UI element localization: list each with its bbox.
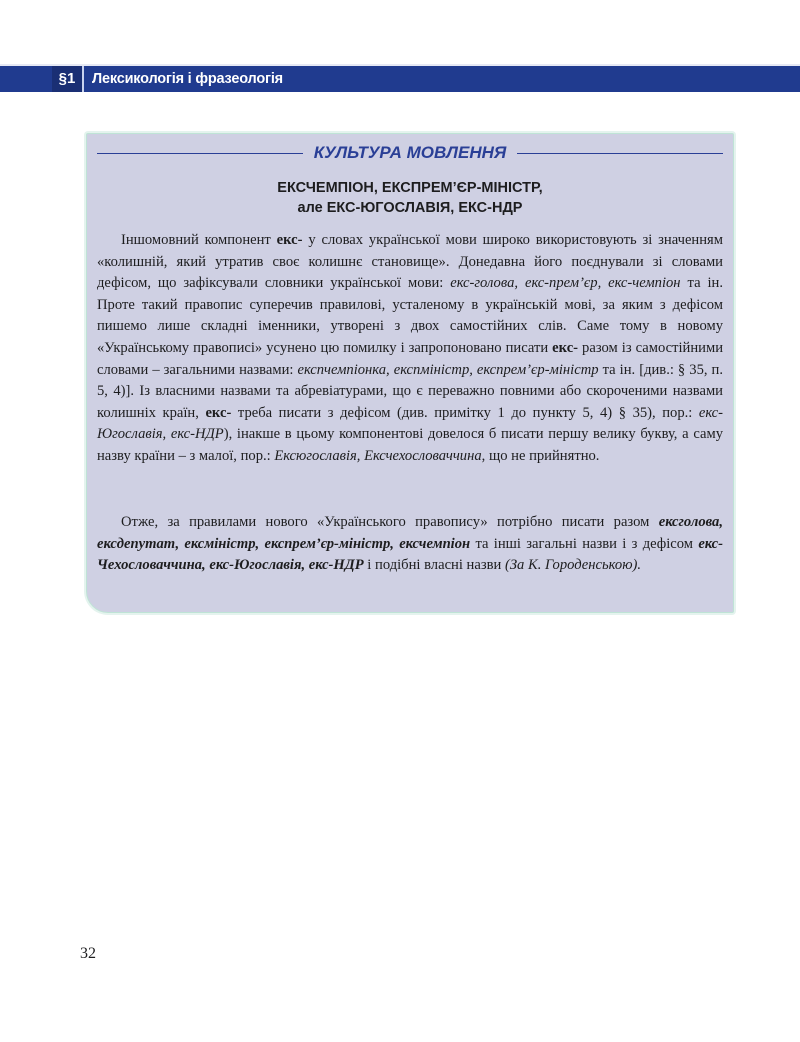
chapter-title: Лексикологія і фразеологія (92, 71, 283, 87)
rubric (97, 142, 723, 164)
text-run: треба писати з дефісом (див. примітку 1 до пункту 5, 4) § 35), пор.: (231, 404, 699, 421)
box-heading (87, 178, 733, 218)
text-run: та інші загальні назви і з дефісом (470, 535, 699, 552)
speech-culture-box (86, 133, 734, 613)
text-run: та ін. [див.: § 35, п. 5, 4)]. Із власними назвами та абревіатурами, що є переважно повними або скороченими назвами колишніх країн, (97, 361, 724, 421)
bold-term: екс- (552, 339, 579, 356)
bold-italic-examples: ексголова, ексдепутат, ексміністр, експрем’єр-міністр, ексчемпіон (97, 514, 723, 552)
italic-example: Ексюгославія, Ексчехословаччина (274, 447, 482, 464)
rubric-line-right (517, 153, 723, 154)
italic-example: екс-Югославія, екс-НДР (97, 404, 724, 443)
source-citation: (За К. Городенською). (504, 557, 641, 574)
text-run: у словах української мови широко використовують зі значенням «колишній, який утратив своє колишнє становище». Донедавна його поєднували зі словами дефісом, що зафіксували словники української мови: (97, 232, 723, 292)
chapter-header (0, 64, 800, 92)
text-run: ), інакше в цьому компонентові довелося б писати першу велику букву, а саму назву країни – з малої, пор.: (97, 426, 723, 464)
page-number: 32 (80, 945, 96, 962)
heading-line-2: але ЕКС-ЮГОСЛАВІЯ, ЕКС-НДР (297, 200, 523, 216)
bold-term: екс- (276, 232, 303, 248)
text-run: Іншомовний компонент (121, 232, 277, 248)
text-run: і подібні власні назви (363, 557, 505, 574)
text-run: , що не прийнятно. (481, 447, 600, 464)
bold-italic-examples: екс-Чехословаччина, екс-Югославія, екс-НДР (97, 535, 723, 574)
italic-example: експчемпіонка, експміністр, експрем’єр-міністр (297, 361, 599, 378)
text-run: Отже, за правилами нового «Українського правопису» потрібно писати разом (121, 514, 659, 530)
paragraph-2 (97, 512, 723, 577)
bold-term: екс- (205, 404, 232, 421)
text-run: разом із самостійними словами – загальними назвами: (97, 339, 724, 378)
italic-example: екс-голова, екс-прем’єр, екс-чемпіон (450, 275, 681, 292)
text-run: та ін. Проте такий правопис суперечив правилові, усталеному в українській мові, за яким з дефісом пишемо лише складні іменники, утворені з двох самостійних слів. Саме тому в новому «Українському правописі» усунено цю помилку і запропоновано писати (97, 275, 724, 356)
heading-line-1: ЕКСЧЕМПІОН, ЕКСПРЕМ’ЄР-МІНІСТР, (277, 180, 543, 196)
section-number: §1 (52, 66, 84, 92)
paragraph-1 (97, 230, 723, 468)
rubric-title: КУЛЬТУРА МОВЛЕННЯ (313, 143, 507, 162)
